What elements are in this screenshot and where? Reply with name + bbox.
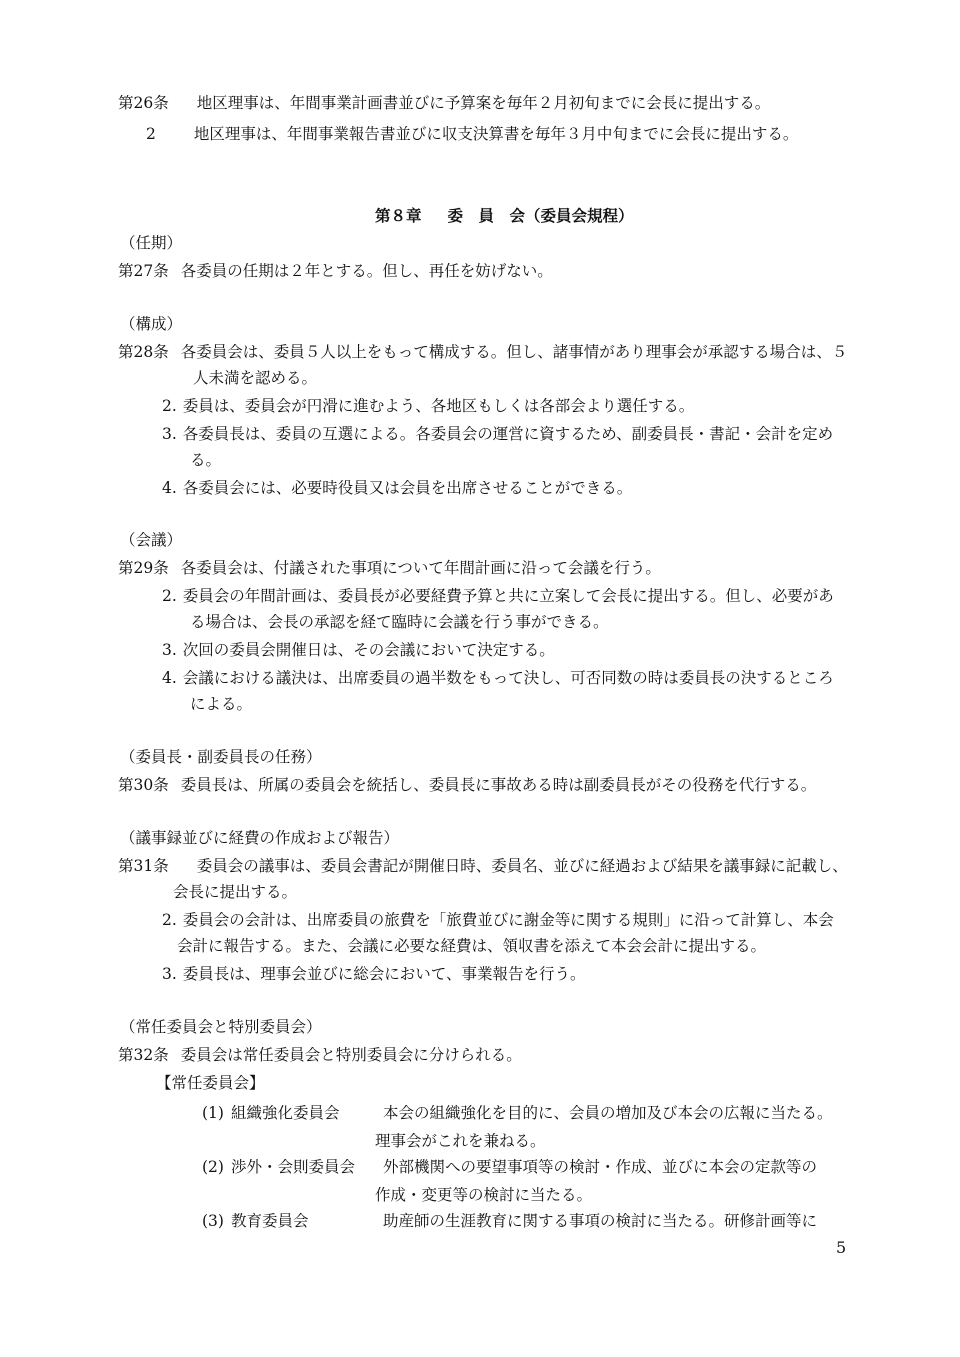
article-29: [118, 561, 661, 577]
article-26: [118, 96, 770, 112]
committee-item-number: (2): [202, 1158, 224, 1176]
article-number: 第27条: [118, 262, 169, 280]
article-number: 第32条: [118, 1046, 169, 1064]
paragraph-text: 委員会の年間計画は、委員長が必要経費予算と共に立案して会長に提出する。但し、必要があ: [182, 587, 834, 605]
section-heading: （構成）: [120, 315, 183, 333]
committee-item-description-continued: 作成・変更等の検討に当たる。: [375, 1186, 593, 1204]
committee-item-number: (3): [202, 1212, 224, 1230]
committee-item-description: 外部機関への要望事項等の検討・作成、並びに本会の定款等の: [383, 1158, 818, 1176]
paragraph-text: 委員会の会計は、出席委員の旅費を「旅費並びに謝金等に関する規則」に沿って計算し、本会: [182, 911, 834, 929]
committee-item-name: 教育委員会: [231, 1212, 309, 1230]
chapter-name: 委 員 会: [447, 206, 526, 225]
article-31: [118, 859, 848, 875]
article-32: [118, 1048, 522, 1064]
paragraph-number: 3.: [162, 641, 177, 659]
chapter-number: 第８章: [375, 206, 422, 225]
article-text: 委員会は常任委員会と特別委員会に分けられる。: [180, 1046, 522, 1064]
paragraph-number: 2.: [162, 911, 177, 929]
article-text-continued: 会長に提出する。: [173, 883, 298, 901]
paragraph-text: 会議における議決は、出席委員の過半数をもって決し、可否同数の時は委員長の決するところ: [182, 669, 834, 687]
article-29-paragraph-4: [162, 671, 834, 687]
section-heading: （委員長・副委員長の任務）: [120, 748, 322, 766]
article-number: 第31条: [118, 857, 169, 875]
paragraph-text: 各委員長は、委員の互選による。各委員会の運営に資するため、副委員長・書記・会計を定め: [182, 425, 834, 443]
paragraph-text: 次回の委員会開催日は、その会議において決定する。: [182, 641, 555, 659]
article-27: [118, 264, 553, 280]
page-number: 5: [836, 1238, 847, 1257]
committee-item-name: 組織強化委員会: [231, 1104, 340, 1122]
paragraph-text-continued: による。: [190, 695, 253, 713]
article-31-paragraph-3: [162, 967, 586, 983]
paragraph-number: 4.: [162, 669, 177, 687]
article-text: 地区理事は、年間事業計画書並びに予算案を毎年２月初旬までに会長に提出する。: [196, 94, 771, 112]
article-28-paragraph-4: [162, 481, 632, 497]
committee-item-number: (1): [202, 1104, 224, 1122]
paragraph-text-continued: る。: [190, 451, 222, 469]
paragraph-text: 委員は、委員会が円滑に進むよう、各地区もしくは各部会より選任する。: [182, 397, 695, 415]
article-29-paragraph-3: [162, 643, 555, 659]
article-text: 各委員の任期は２年とする。但し、再任を妨げない。: [180, 262, 553, 280]
article-number: 第26条: [118, 94, 169, 112]
chapter-subtitle: （委員会規程）: [525, 206, 634, 225]
paragraph-number: 2.: [162, 397, 177, 415]
article-number: 第30条: [118, 776, 169, 794]
article-text: 委員会の議事は、委員会書記が開催日時、委員名、並びに経過および結果を議事録に記載し、: [196, 857, 848, 875]
article-29-paragraph-2: [162, 589, 834, 605]
section-heading: （議事録並びに経費の作成および報告）: [120, 829, 400, 847]
committee-item-description-continued: 理事会がこれを兼ねる。: [375, 1132, 546, 1150]
paragraph-text-continued: る場合は、会長の承認を経て臨時に会議を行う事ができる。: [190, 613, 609, 631]
committee-item-name: 渉外・会則委員会: [231, 1158, 356, 1176]
paragraph-number: 4.: [162, 479, 177, 497]
article-26-paragraph-2: [146, 127, 798, 143]
paragraph-number: 3.: [162, 965, 177, 983]
article-31-paragraph-2: [162, 913, 834, 929]
committee-item-description: 本会の組織強化を目的に、会員の増加及び本会の広報に当たる。: [383, 1104, 833, 1122]
article-30: [118, 778, 816, 794]
standing-committee-heading: 【常任委員会】: [156, 1074, 265, 1092]
committee-item-description: 助産師の生涯教育に関する事項の検討に当たる。研修計画等に: [383, 1212, 818, 1230]
section-heading: （任期）: [120, 234, 183, 252]
section-heading: （常任委員会と特別委員会）: [120, 1018, 322, 1036]
article-28-paragraph-3: [162, 427, 833, 443]
paragraph-number: 2: [146, 125, 156, 143]
paragraph-text-continued: 会計に報告する。また、会議に必要な経費は、領収書を添えて本会会計に提出する。: [177, 937, 767, 955]
article-text: 委員長は、所属の委員会を統括し、委員長に事故ある時は副委員長がその役務を代行する。: [180, 776, 817, 794]
article-number: 第28条: [118, 343, 169, 361]
paragraph-text: 地区理事は、年間事業報告書並びに収支決算書を毎年３月中旬までに会長に提出する。: [193, 125, 799, 143]
article-28: [118, 345, 847, 361]
section-heading: （会議）: [120, 531, 183, 549]
paragraph-text: 委員長は、理事会並びに総会において、事業報告を行う。: [182, 965, 586, 983]
paragraph-number: 2.: [162, 587, 177, 605]
article-number: 第29条: [118, 559, 169, 577]
paragraph-number: 3.: [162, 425, 177, 443]
article-text-continued: 人未満を認める。: [193, 369, 318, 387]
paragraph-text: 各委員会には、必要時役員又は会員を出席させることができる。: [182, 479, 633, 497]
chapter-title: [375, 208, 634, 224]
article-text: 各委員会は、付議された事項について年間計画に沿って会議を行う。: [180, 559, 661, 577]
article-text: 各委員会は、委員５人以上をもって構成する。但し、諸事情があり理事会が承認する場合は、５: [180, 343, 848, 361]
article-28-paragraph-2: [162, 399, 694, 415]
